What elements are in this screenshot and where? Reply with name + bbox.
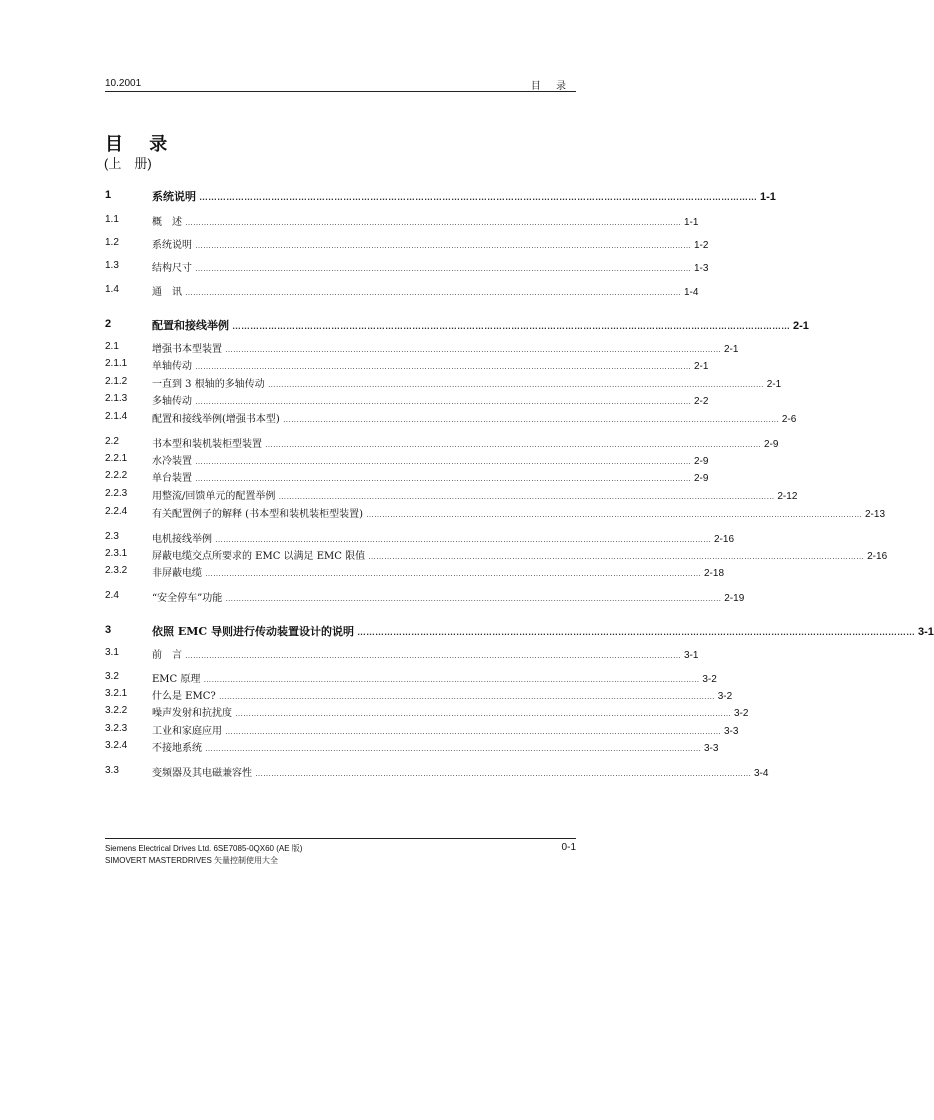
toc-page: 2-9 — [694, 473, 709, 484]
toc-number: 1.2 — [105, 237, 119, 248]
toc-row[interactable] — [105, 589, 745, 604]
toc-number: 3.3 — [105, 765, 119, 776]
toc-title: 多轴传动 — [152, 396, 192, 407]
toc-title: 非屏蔽电缆 — [152, 568, 202, 579]
toc-row[interactable] — [105, 764, 769, 779]
page-subtitle: (上 册) — [104, 156, 152, 171]
toc-page: 2-18 — [704, 568, 725, 579]
toc-leader: …………………………………………………………………………………………………………………………………………………………………… — [232, 321, 790, 331]
toc-page: 2-2 — [694, 396, 709, 407]
toc-title: 有关配置例子的解释 (书本型和装机装柜型装置) — [152, 509, 363, 520]
toc-row[interactable] — [105, 505, 885, 520]
toc-leader: …………………………………………………………………………………………………………………………………………………………………… — [195, 264, 691, 273]
toc-leader: …………………………………………………………………………………………………………………………………………………………………… — [225, 594, 722, 603]
toc-row[interactable] — [105, 357, 709, 372]
toc-page: 3-1 — [917, 626, 934, 638]
toc-title: 不接地系统 — [152, 743, 202, 754]
toc-leader: …………………………………………………………………………………………………………………………………………………………………… — [185, 288, 681, 297]
toc-leader: …………………………………………………………………………………………………………………………………………………………………… — [185, 651, 681, 660]
toc-row[interactable] — [105, 410, 797, 425]
toc-row[interactable] — [105, 236, 709, 251]
toc-number: 2.1.2 — [105, 376, 128, 387]
toc-leader: …………………………………………………………………………………………………………………………………………………………………… — [218, 692, 715, 701]
toc-leader: …………………………………………………………………………………………………………………………………………………………………… — [267, 380, 764, 389]
toc-title: “安全停车”功能 — [152, 593, 223, 604]
toc-title: 书本型和装机装柜型装置 — [152, 439, 262, 450]
toc-page: 3-3 — [724, 726, 739, 737]
toc-row[interactable] — [105, 392, 709, 407]
toc-page: 2-9 — [764, 439, 779, 450]
toc-leader: …………………………………………………………………………………………………………………………………………………………………… — [225, 345, 721, 354]
toc-page: 1-4 — [684, 287, 699, 298]
toc-row[interactable] — [105, 375, 782, 390]
toc-title: 系统说明 — [152, 240, 192, 251]
toc-title: 概 述 — [152, 217, 182, 228]
toc-leader: …………………………………………………………………………………………………………………………………………………………………… — [235, 709, 731, 718]
toc-title: 前 言 — [152, 650, 182, 661]
toc-leader: …………………………………………………………………………………………………………………………………………………………………… — [205, 569, 701, 578]
toc-number: 2.3 — [105, 531, 119, 542]
toc-title: 配置和接线举例 — [152, 319, 229, 332]
toc-title: 工业和家庭应用 — [152, 726, 222, 737]
toc-title: 噪声发射和抗扰度 — [152, 708, 232, 719]
toc-number: 2 — [105, 318, 112, 330]
toc-row[interactable] — [105, 670, 717, 685]
toc-page: 2-16 — [867, 551, 888, 562]
toc-title: 系统说明 — [152, 190, 196, 203]
toc-row[interactable] — [105, 259, 709, 274]
toc-leader: …………………………………………………………………………………………………………………………………………………………………… — [195, 397, 691, 406]
toc-row[interactable] — [105, 722, 739, 737]
toc-row[interactable] — [105, 283, 699, 298]
toc-row[interactable] — [105, 687, 733, 702]
toc-title: 用整流/回馈单元的配置举例 — [152, 491, 276, 502]
toc-page: 3-3 — [704, 743, 719, 754]
toc-title: 一直到 3 根轴的多轴传动 — [152, 379, 265, 390]
toc-number: 3.1 — [105, 647, 119, 658]
toc-leader: …………………………………………………………………………………………………………………………………………………………………… — [203, 675, 700, 684]
toc-number: 3.2.3 — [105, 723, 128, 734]
toc-row[interactable] — [105, 487, 798, 502]
toc-number: 2.2.2 — [105, 470, 128, 481]
toc-row[interactable] — [105, 213, 699, 228]
toc-number: 2.4 — [105, 590, 119, 601]
toc-row[interactable] — [105, 564, 725, 579]
page-title: 目 录 — [105, 134, 178, 155]
toc-number: 1.3 — [105, 260, 119, 271]
toc-page: 2-16 — [714, 534, 735, 545]
toc-title: 屏蔽电缆交点所要求的 EMC 以满足 EMC 限值 — [152, 551, 366, 562]
toc-title: 单台装置 — [152, 473, 192, 484]
footer-page-number: 0-1 — [561, 842, 576, 853]
toc-number: 2.3.1 — [105, 548, 128, 559]
toc-page: 2-9 — [694, 456, 709, 467]
toc-number: 3.2.1 — [105, 688, 128, 699]
toc-leader: …………………………………………………………………………………………………………………………………………………………………… — [278, 492, 775, 501]
toc-page: 1-3 — [694, 263, 709, 274]
toc-leader: …………………………………………………………………………………………………………………………………………………………………… — [195, 362, 691, 371]
toc-page: 2-1 — [766, 379, 782, 390]
toc-title: EMC 原理 — [152, 674, 201, 685]
footer-line-1: Siemens Electrical Drives Ltd. 6SE7085-0QX60 (AE 版) — [105, 844, 303, 853]
toc-number: 3.2.2 — [105, 705, 128, 716]
header-date: 10.2001 — [105, 78, 142, 89]
toc-page: 2-13 — [864, 509, 885, 520]
toc-row[interactable] — [105, 646, 699, 661]
toc-title: 配置和接线举例(增强书本型) — [152, 414, 280, 425]
toc-leader: …………………………………………………………………………………………………………………………………………………………………… — [215, 535, 711, 544]
toc-leader: …………………………………………………………………………………………………………………………………………………………………… — [225, 727, 721, 736]
toc-row[interactable] — [105, 452, 709, 467]
toc-title: 电机接线举例 — [152, 534, 212, 545]
toc-title: 水冷装置 — [152, 456, 192, 467]
toc-row[interactable] — [105, 739, 719, 754]
toc-leader: …………………………………………………………………………………………………………………………………………………………………… — [356, 627, 915, 637]
toc-number: 1 — [105, 189, 112, 201]
toc-row[interactable] — [105, 340, 739, 355]
toc-page: 2-1 — [724, 344, 739, 355]
toc-leader: …………………………………………………………………………………………………………………………………………………………………… — [185, 218, 681, 227]
toc-leader: …………………………………………………………………………………………………………………………………………………………………… — [368, 552, 865, 561]
toc-leader: …………………………………………………………………………………………………………………………………………………………………… — [282, 415, 779, 424]
toc-row[interactable] — [105, 530, 735, 545]
header-title: 目 录 — [530, 81, 572, 92]
toc-number: 2.2.4 — [105, 506, 128, 517]
toc-number: 2.1.1 — [105, 358, 128, 369]
toc-number: 2.2.1 — [105, 453, 128, 464]
toc-page: 1-1 — [760, 191, 776, 203]
toc-row[interactable] — [105, 469, 709, 484]
toc-leader: …………………………………………………………………………………………………………………………………………………………………… — [255, 769, 751, 778]
toc-page: 3-2 — [702, 674, 717, 685]
toc-number: 1.4 — [105, 284, 119, 295]
page-footer — [105, 838, 576, 865]
toc-title: 变频器及其电磁兼容性 — [152, 768, 252, 779]
toc-row[interactable] — [105, 704, 749, 719]
toc-number: 2.1.4 — [105, 411, 128, 422]
toc-page: 2-6 — [781, 414, 797, 425]
toc-title: 增强书本型装置 — [152, 344, 222, 355]
page-header — [105, 75, 576, 92]
toc-row[interactable] — [105, 547, 888, 562]
toc-leader: …………………………………………………………………………………………………………………………………………………………………… — [195, 241, 691, 250]
toc-title: 依照 EMC 导则进行传动装置设计的说明 — [152, 625, 354, 638]
toc-leader: …………………………………………………………………………………………………………………………………………………………………… — [199, 192, 757, 202]
toc-page: 2-19 — [724, 593, 745, 604]
toc-page: 2-12 — [777, 491, 798, 502]
toc-page: 3-2 — [734, 708, 749, 719]
toc-chapter-row[interactable] — [105, 317, 809, 332]
toc-number: 3.2.4 — [105, 740, 128, 751]
toc-chapter-row[interactable] — [105, 188, 776, 203]
toc-page: 3-4 — [754, 768, 769, 779]
toc-number: 1.1 — [105, 214, 119, 225]
toc-row[interactable] — [105, 435, 779, 450]
toc-leader: …………………………………………………………………………………………………………………………………………………………………… — [205, 744, 701, 753]
toc-chapter-row[interactable] — [105, 623, 934, 638]
toc-leader: …………………………………………………………………………………………………………………………………………………………………… — [365, 510, 862, 519]
toc-title: 结构尺寸 — [152, 263, 192, 274]
toc-leader: …………………………………………………………………………………………………………………………………………………………………… — [195, 474, 691, 483]
toc-number: 2.2 — [105, 436, 119, 447]
toc-page: 2-1 — [793, 320, 809, 332]
toc-number: 2.1 — [105, 341, 119, 352]
toc-title: 单轴传动 — [152, 361, 192, 372]
toc-number: 2.1.3 — [105, 393, 128, 404]
toc-leader: …………………………………………………………………………………………………………………………………………………………………… — [195, 457, 691, 466]
toc-number: 3.2 — [105, 671, 119, 682]
toc-leader: …………………………………………………………………………………………………………………………………………………………………… — [265, 440, 761, 449]
toc-number: 2.2.3 — [105, 488, 128, 499]
toc-page: 3-1 — [684, 650, 699, 661]
footer-line-2: SIMOVERT MASTERDRIVES 矢量控制使用大全 — [105, 856, 279, 865]
toc-title: 通 讯 — [152, 287, 182, 298]
toc-number: 2.3.2 — [105, 565, 128, 576]
toc-page: 1-2 — [694, 240, 709, 251]
toc-number: 3 — [105, 624, 112, 636]
toc-page: 1-1 — [684, 217, 699, 228]
toc-title: 什么是 EMC? — [152, 691, 216, 702]
toc-page: 2-1 — [694, 361, 709, 372]
toc-page: 3-2 — [717, 691, 733, 702]
